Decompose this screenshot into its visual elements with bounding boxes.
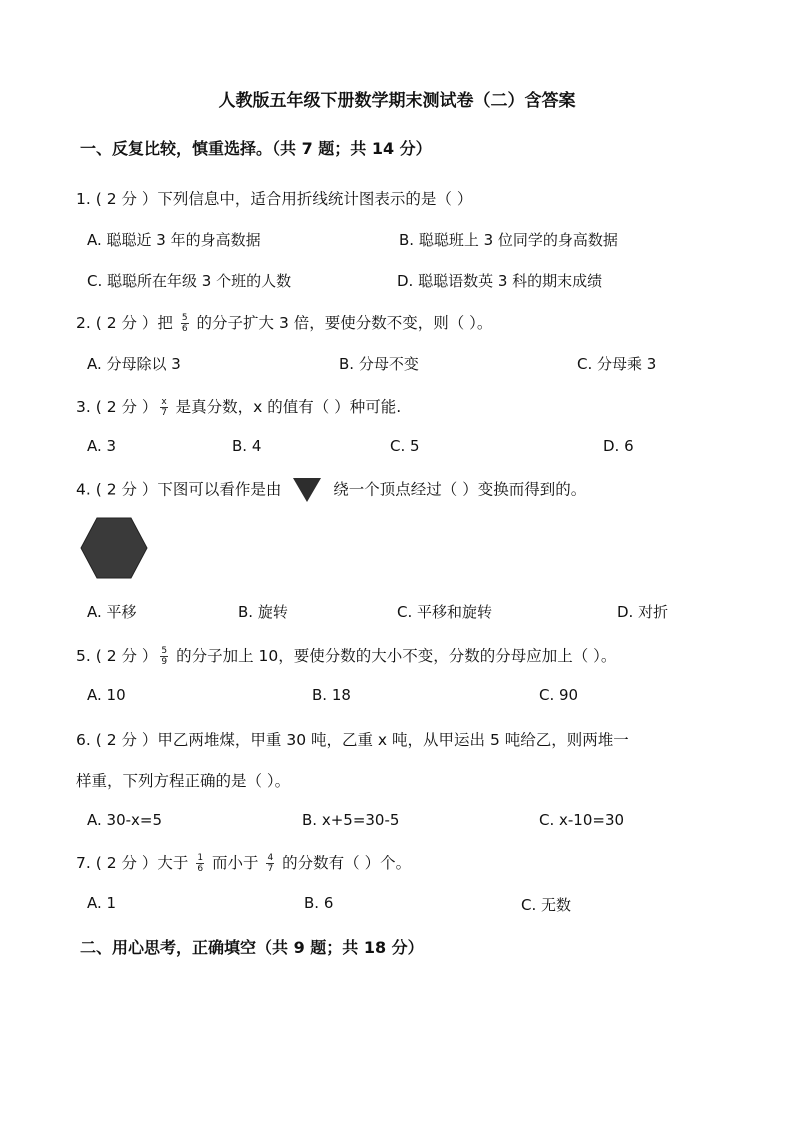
q1-option-c: C. 聪聪所在年级 3 个班的人数	[87, 272, 292, 290]
q5-frac-den: 9	[161, 657, 168, 667]
q2-frac-den: 6	[181, 324, 188, 334]
q4-option-c: C. 平移和旋转	[397, 603, 493, 621]
q7-fraction-2	[266, 853, 274, 874]
q1-option-a: A. 聪聪近 3 年的身高数据	[87, 231, 261, 249]
q4-suffix: 绕一个顶点经过（ ）变换而得到的。	[333, 480, 587, 499]
q5-prefix: 5. ( 2 分 ）	[76, 647, 158, 665]
q7-f2-num: 4	[267, 853, 274, 863]
q3-option-c: C. 5	[390, 437, 420, 455]
q4-option-d: D. 对折	[617, 603, 669, 621]
q1-option-d: D. 聪聪语数英 3 科的期末成绩	[397, 272, 603, 290]
section-2-heading: 二、用心思考，正确填空（共 9 题；共 18 分）	[80, 938, 424, 957]
question-1: 1. ( 2 分 ）下列信息中，适合用折线统计图表示的是（ ）	[76, 190, 473, 208]
q7-f1-num: 1	[197, 853, 204, 863]
q5-option-a: A. 10	[87, 686, 126, 704]
q7-fraction-1	[196, 853, 204, 874]
q5-frac-num: 5	[161, 646, 168, 656]
q3-option-b: B. 4	[232, 437, 262, 455]
q3-fraction	[160, 397, 167, 418]
q5-option-b: B. 18	[312, 686, 351, 704]
q7-f1-den: 6	[197, 864, 204, 874]
q7-option-b: B. 6	[304, 894, 334, 912]
q7-option-c: C. 无数	[521, 896, 572, 914]
question-6-line-2: 样重，下列方程正确的是（ ）。	[76, 772, 291, 790]
q7-suffix: 的分数有（ ）个。	[282, 854, 412, 872]
q7-mid: 而小于	[212, 854, 259, 872]
q3-option-d: D. 6	[603, 437, 634, 455]
q2-fraction	[181, 313, 189, 334]
question-5	[76, 644, 616, 667]
q1-option-b: B. 聪聪班上 3 位同学的身高数据	[399, 231, 618, 249]
hexagon-figure	[80, 517, 148, 579]
q2-frac-num: 5	[181, 313, 188, 323]
q7-prefix: 7. ( 2 分 ）大于	[76, 854, 189, 872]
q3-option-a: A. 3	[87, 437, 117, 455]
question-2	[76, 311, 492, 334]
q6-option-b: B. x+5=30-5	[302, 811, 400, 829]
q7-option-a: A. 1	[87, 894, 117, 912]
question-7	[76, 851, 411, 874]
section-1-heading: 一、反复比较，慎重选择。（共 7 题；共 14 分）	[80, 139, 432, 158]
q6-option-a: A. 30-x=5	[87, 811, 163, 829]
q4-option-a: A. 平移	[87, 603, 137, 621]
q5-suffix: 的分子加上 10，要使分数的大小不变，分数的分母应加上（ ）。	[176, 647, 617, 665]
question-3	[76, 395, 401, 418]
q5-option-c: C. 90	[539, 686, 579, 704]
q3-frac-den: 7	[161, 408, 167, 418]
q5-fraction	[160, 646, 168, 667]
q7-f2-den: 7	[267, 864, 274, 874]
q2-prefix: 2. ( 2 分 ）把	[76, 314, 173, 332]
question-4	[76, 477, 586, 503]
q6-option-c: C. x-10=30	[539, 811, 625, 829]
q2-option-a: A. 分母除以 3	[87, 355, 181, 373]
page-title: 人教版五年级下册数学期末测试卷（二）含答案	[218, 91, 576, 111]
q3-suffix: 是真分数，x 的值有（ ）种可能.	[175, 398, 402, 416]
q3-prefix: 3. ( 2 分 ）	[76, 398, 158, 416]
q2-option-b: B. 分母不变	[339, 355, 419, 373]
q2-option-c: C. 分母乘 3	[577, 355, 657, 373]
question-6-line-1: 6. ( 2 分 ）甲乙两堆煤，甲重 30 吨，乙重 x 吨，从甲运出 5 吨给乙，则两堆一	[76, 731, 629, 749]
triangle-figure	[292, 477, 322, 503]
q3-frac-num: x	[161, 397, 167, 407]
q4-prefix: 4. ( 2 分 ）下图可以看作是由	[76, 480, 282, 499]
q4-option-b: B. 旋转	[238, 603, 288, 621]
q2-suffix: 的分子扩大 3 倍，要使分数不变，则（ ）。	[196, 314, 493, 332]
